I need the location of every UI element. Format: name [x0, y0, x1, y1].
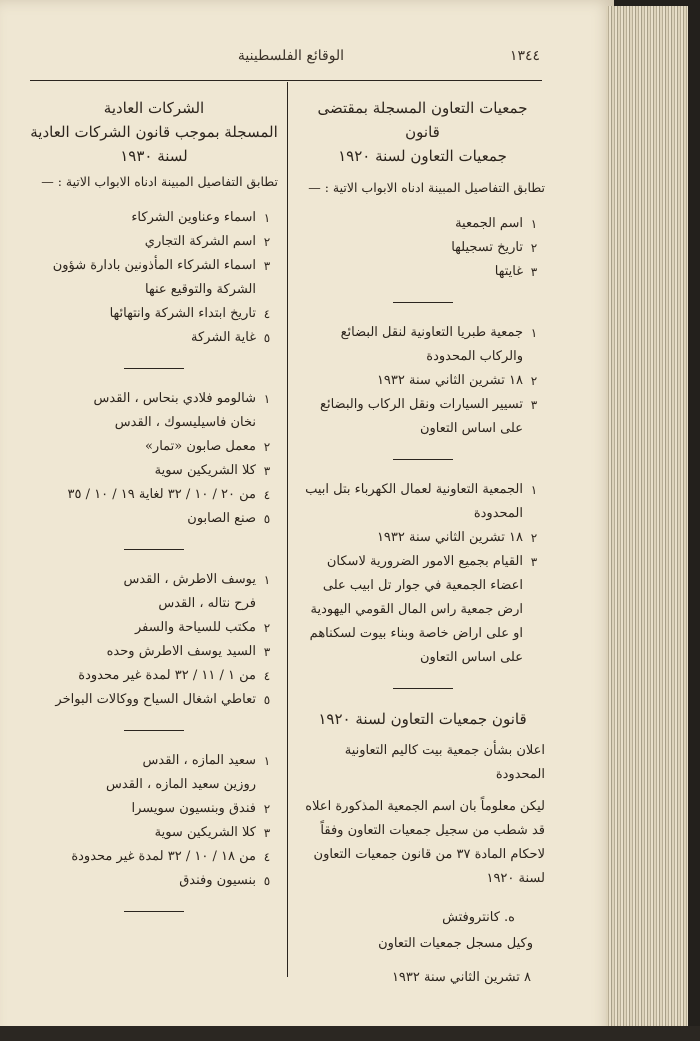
- page-number: ١٣٤٤: [509, 48, 540, 64]
- legend-intro: تطابق التفاصيل المبينة ادناه الابواب الاتية : —: [41, 174, 278, 189]
- ordinary-companies-column: [30, 96, 278, 930]
- separator: [393, 302, 453, 303]
- notice-title: قانون جمعيات التعاون لسنة ١٩٢٠: [318, 710, 527, 728]
- header-rule: [30, 80, 542, 81]
- entry-line: ٥ بنسيون وفندق: [179, 873, 271, 888]
- company-entry: [30, 387, 278, 531]
- page-edges: [606, 6, 688, 1026]
- entry-line: ١ شالومو فلادي بنحاس ، القدس: [93, 391, 271, 406]
- entry-line: ٢ ١٨ تشرين الثاني سنة ١٩٣٢: [376, 373, 538, 388]
- notice-date: ٨ تشرين الثاني سنة ١٩٣٢: [391, 970, 531, 985]
- entry-line: ٥ صنع الصابون: [187, 511, 271, 526]
- entry-line: ١ جمعية طبريا التعاونية لنقل البضائع والركاب المحدودة: [340, 325, 538, 364]
- separator: [124, 549, 184, 550]
- signature-title: وكيل مسجل جمعيات التعاون: [378, 936, 533, 951]
- cooperative-societies-column: [300, 96, 545, 991]
- signature-name: ه. كانتروفتش: [442, 910, 515, 925]
- separator: [124, 368, 184, 369]
- entry-line: نخان فاسيليسوك ، القدس: [114, 415, 256, 430]
- column-subtitle: المسجلة بموجب قانون الشركات العادية لسنة ١٩٣٠: [30, 123, 278, 165]
- separator: [124, 911, 184, 912]
- entry-line: ٣ القيام بجميع الامور الضرورية لاسكان اعضاء الجمعية في جوار تل ابيب على ارض جمعية راس المال القومي اليهودية او على اراض خاصة وبناء بيوت لسكناهم على اساس التعاون: [309, 554, 538, 665]
- column-title: جمعيات التعاون المسجلة بمقتضى قانون: [317, 99, 528, 141]
- column-divider: [287, 82, 288, 977]
- entry-line: فرح نتاله ، القدس: [158, 596, 256, 611]
- entry-line: ٤ من ١٨ / ١٠ / ٣٢ لمدة غير محدودة: [71, 849, 271, 864]
- legend-item: ٤ تاريخ ابتداء الشركة وانتهائها: [109, 306, 271, 321]
- legend: [30, 206, 278, 350]
- legend-item: ٣ اسماء الشركاء المأذونين بادارة شؤون الشركة والتوقيع عنها: [52, 258, 271, 297]
- entry-line: ٢ فندق وبنسيون سويسرا: [131, 801, 271, 816]
- separator: [393, 459, 453, 460]
- book-shadow: [0, 1026, 700, 1041]
- entry-line: ٢ معمل صابون «تمار»: [144, 439, 271, 454]
- column-subtitle: جمعيات التعاون لسنة ١٩٢٠: [338, 147, 507, 165]
- entry-line: روزين سعيد المازه ، القدس: [106, 777, 256, 792]
- entry-line: ٣ كلا الشريكين سوية: [154, 825, 271, 840]
- entry-line: ٤ من ١ / ١١ / ٣٢ لمدة غير محدودة: [78, 668, 271, 683]
- separator: [124, 730, 184, 731]
- legend-item: ٢ اسم الشركة التجاري: [144, 234, 271, 249]
- entry-line: ١ يوسف الاطرش ، القدس: [123, 572, 271, 587]
- entry-line: ٢ ١٨ تشرين الثاني سنة ١٩٣٢: [376, 530, 538, 545]
- legend-item: ٥ غاية الشركة: [191, 330, 271, 345]
- column-title: الشركات العادية: [103, 99, 205, 117]
- notice-body: ليكن معلوماً بان اسم الجمعية المذكورة اعلاه قد شطب من سجيل جمعيات التعاون وفقاً لاحكام المادة ٣٧ من قانون جمعيات التعاون لسنة ١٩٢٠: [305, 799, 545, 886]
- separator: [393, 688, 453, 689]
- legend: [300, 212, 545, 284]
- legend-item: ٣ غايتها: [494, 264, 538, 279]
- society-entry: [300, 321, 545, 441]
- society-entry: [300, 478, 545, 670]
- notice-subtitle: اعلان بشأن جمعية بيت كاليم التعاونية المحدودة: [344, 743, 545, 782]
- entry-line: ١ سعيد المازه ، القدس: [142, 753, 271, 768]
- entry-line: ٢ مكتب للسياحة والسفر: [134, 620, 271, 635]
- entry-line: ١ الجمعية التعاونية لعمال الكهرباء بتل ابيب المحدودة: [305, 482, 538, 521]
- entry-line: ٣ السيد يوسف الاطرش وحده: [106, 644, 271, 659]
- company-entry: [30, 568, 278, 712]
- notice: [300, 707, 545, 991]
- legend-intro: تطابق التفاصيل المبينة ادناه الابواب الاتية : —: [308, 180, 545, 195]
- entry-line: ٣ كلا الشريكين سوية: [154, 463, 271, 478]
- legend-item: ٢ تاريخ تسجيلها: [451, 240, 538, 255]
- legend-item: ١ اسم الجمعية: [455, 216, 538, 231]
- legend-item: ١ اسماء وعناوين الشركاء: [131, 210, 271, 225]
- entry-line: ٥ تعاطي اشغال السياح ووكالات البواخر: [55, 692, 271, 707]
- gazette-title: الوقائع الفلسطينية: [237, 48, 345, 64]
- entry-line: ٤ من ٢٠ / ١٠ / ٣٢ لغاية ١٩ / ١٠ / ٣٥: [67, 487, 271, 502]
- company-entry: [30, 749, 278, 893]
- entry-line: ٣ تسيير السيارات ونقل الركاب والبضائع على اساس التعاون: [320, 397, 538, 436]
